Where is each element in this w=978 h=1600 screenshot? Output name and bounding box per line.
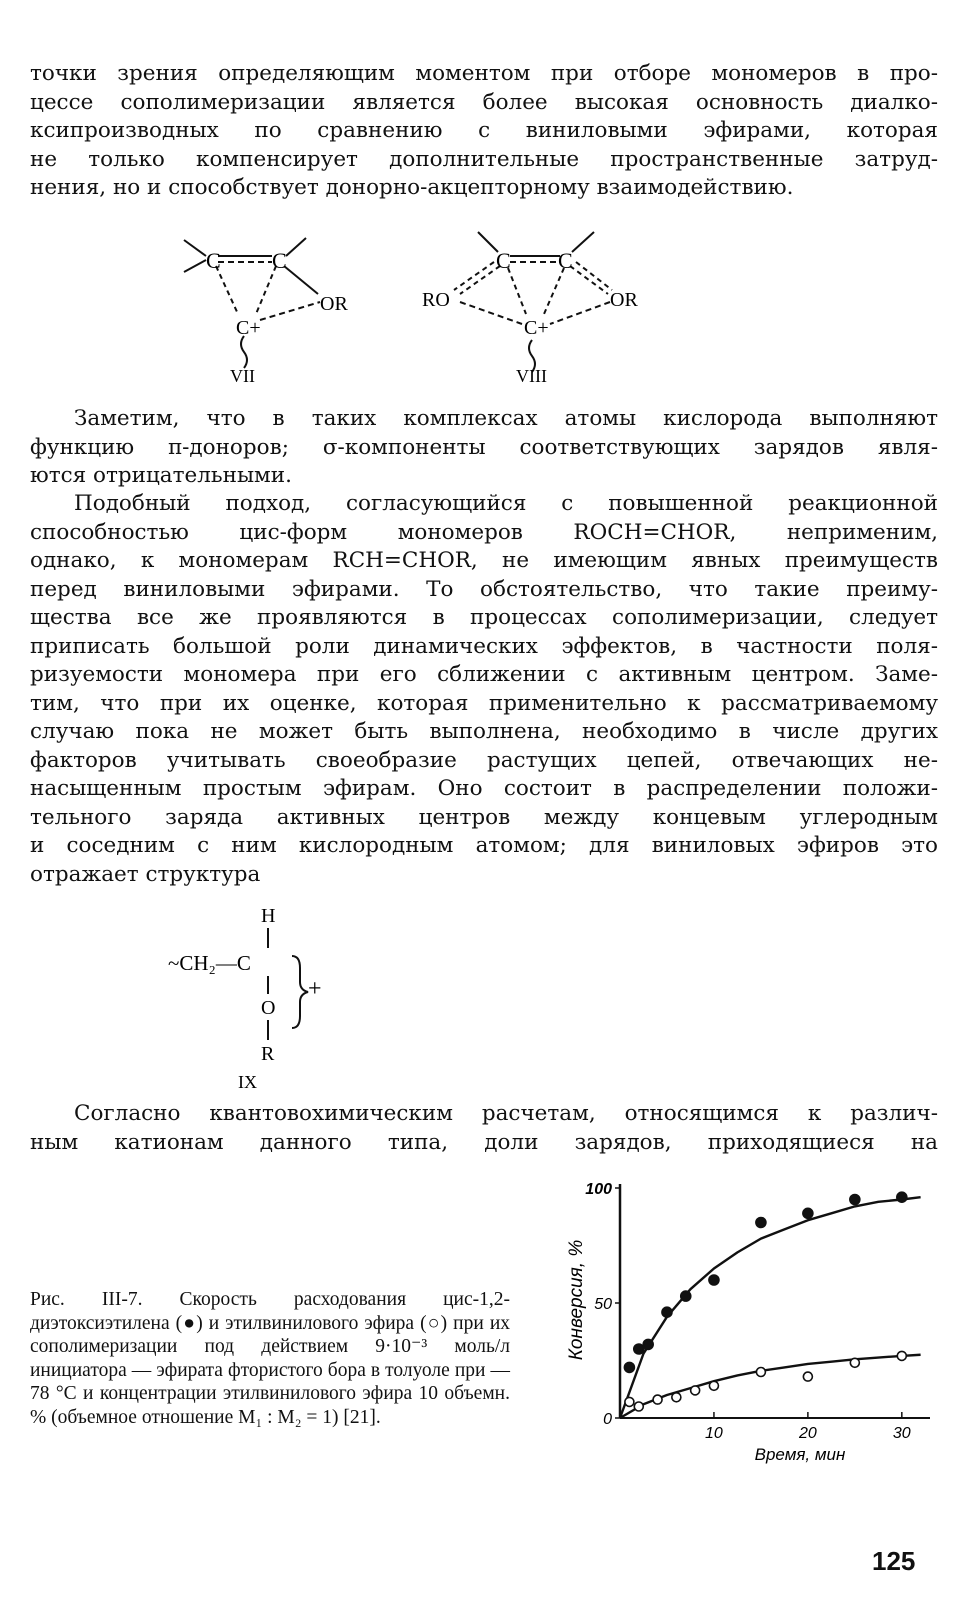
ix-label: IX [238, 1072, 257, 1092]
text-line: тельного заряда активных центров между концевым углеродным [30, 804, 938, 830]
text-line: способностью цис-форм мономеров ROCH=CHOR, неприменим, [30, 519, 938, 545]
text-line: ным катионам данного типа, доли зарядов, приходящиеся на [30, 1129, 938, 1155]
text-line: тим, что при их оценке, которая применительно к рассматриваемому [30, 690, 938, 716]
vii-label: VII [230, 366, 255, 386]
viii-or: OR [610, 289, 638, 311]
viii-cplus: C+ [524, 317, 549, 339]
data-point-filled [643, 1339, 653, 1349]
structure-vii [184, 238, 320, 368]
viii-c2: C [558, 248, 573, 273]
y-tick-label: 50 [594, 1296, 612, 1313]
viii-label: VIII [516, 366, 547, 386]
data-point-open [653, 1395, 662, 1404]
data-point-open [709, 1381, 718, 1390]
viii-ro: RO [422, 289, 450, 311]
x-tick-label: 20 [798, 1425, 817, 1442]
data-point-open [756, 1368, 765, 1377]
text-line: нения, но и способствует донорно-акцепторному взаимодействию. [30, 175, 794, 200]
x-axis-label: Время, мин [754, 1445, 846, 1464]
text-line: Заметим, что в таких комплексах атомы кислорода выполняют [74, 406, 938, 431]
y-tick-label: 100 [585, 1181, 612, 1198]
data-point-filled [681, 1291, 691, 1301]
data-point-open [634, 1402, 643, 1411]
text-line: не только компенсирует дополнительные пространственные затруд- [30, 146, 938, 172]
conversion-chart [560, 1170, 940, 1470]
vii-or: OR [320, 293, 348, 315]
data-point-open [850, 1358, 859, 1367]
y-axis-label: Конверсия, % [566, 1239, 587, 1361]
ix-o: O [261, 997, 276, 1019]
paragraph-2 [30, 405, 938, 491]
x-tick-label: 10 [705, 1425, 723, 1442]
text-line: ются отрицательными. [30, 463, 292, 488]
text-line: цессе сополимеризации является более высокая основность диалко- [30, 89, 938, 115]
data-point-filled [897, 1192, 907, 1202]
data-point-filled [709, 1275, 719, 1285]
data-point-filled [850, 1195, 860, 1205]
text-line: факторов учитывать своеобразие растущих цепей, отвечающих не- [30, 747, 938, 773]
text-line: Подобный подход, согласующийся с повышенной реакционной [74, 491, 938, 516]
paragraph-4 [30, 1100, 938, 1157]
text-line: и соседним с ним кислородным атомом; для виниловых эфиров это [30, 833, 938, 858]
data-point-open [897, 1351, 906, 1360]
data-point-open [803, 1372, 812, 1381]
ix-r: R [261, 1043, 275, 1065]
text-line: функцию π-доноров; σ-компоненты соответствующих зарядов явля- [30, 434, 938, 460]
data-point-filled [634, 1344, 644, 1354]
data-point-open [625, 1397, 634, 1406]
text-line: щества все же проявляются в процессах сополимеризации, следует [30, 605, 938, 630]
paragraph-1 [30, 60, 938, 203]
structure-viii [454, 232, 612, 372]
vii-c2: C [272, 248, 287, 273]
data-point-filled [803, 1208, 813, 1218]
figure-caption: Рис. III-7. Скорость расходования цис-1,2-диэтоксиэтилена (●) и этилвинилового эфира (○) при их сополимеризации под действием 9·10⁻³ моль/л инициатора — эфирата фтористого бора в толуоле при —78 °С и концентрации этилвинилового эфира 10 объемн. % (объемное отношение M₁ : M₂ = 1) [21]. [30, 1289, 510, 1428]
text-line: случаю пока не может быть выполнена, необходимо в числе других [30, 719, 938, 744]
ix-chain: ~CH₂—C [168, 951, 251, 975]
data-point-filled [624, 1362, 634, 1372]
vii-cplus: C+ [236, 317, 261, 339]
page-number: 125 [872, 1546, 916, 1576]
ix-h: H [261, 905, 276, 927]
ix-brace [292, 956, 308, 1028]
data-point-open [672, 1393, 681, 1402]
text-line: приписать большой роли динамических эффектов, в частности поля- [30, 633, 938, 659]
structures-vii-viii [160, 222, 680, 392]
text-line: ксипроизводных по сравнению с виниловыми эфирами, которая [30, 118, 938, 143]
vii-c1: C [206, 248, 221, 273]
series-curve-2 [620, 1355, 921, 1418]
paragraph-3 [30, 490, 938, 889]
data-point-filled [662, 1307, 672, 1317]
x-tick-label: 30 [892, 1425, 911, 1442]
text-line: ризуемости мономера при его сближении с активным центром. Заме- [30, 662, 938, 687]
text-line: отражает структура [30, 861, 261, 887]
text-line: перед виниловыми эфирами. То обстоятельство, что такие преиму- [30, 576, 938, 602]
ix-plus: + [308, 976, 322, 1002]
viii-c1: C [496, 248, 511, 273]
data-point-open [691, 1386, 700, 1395]
text-line: насыщенным простым эфирам. Оно состоит в распределении положи- [30, 776, 938, 801]
text-line: однако, к мономерам RCH=CHOR, не имеющим явных преимуществ [30, 548, 938, 573]
data-point-filled [756, 1218, 766, 1228]
text-line: Согласно квантовохимическим расчетам, относящимся к различ- [74, 1101, 938, 1126]
y-tick-label: 0 [603, 1411, 612, 1428]
text-line: точки зрения определяющим моментом при отборе мономеров в про- [30, 61, 938, 86]
structure-ix [160, 900, 360, 1095]
